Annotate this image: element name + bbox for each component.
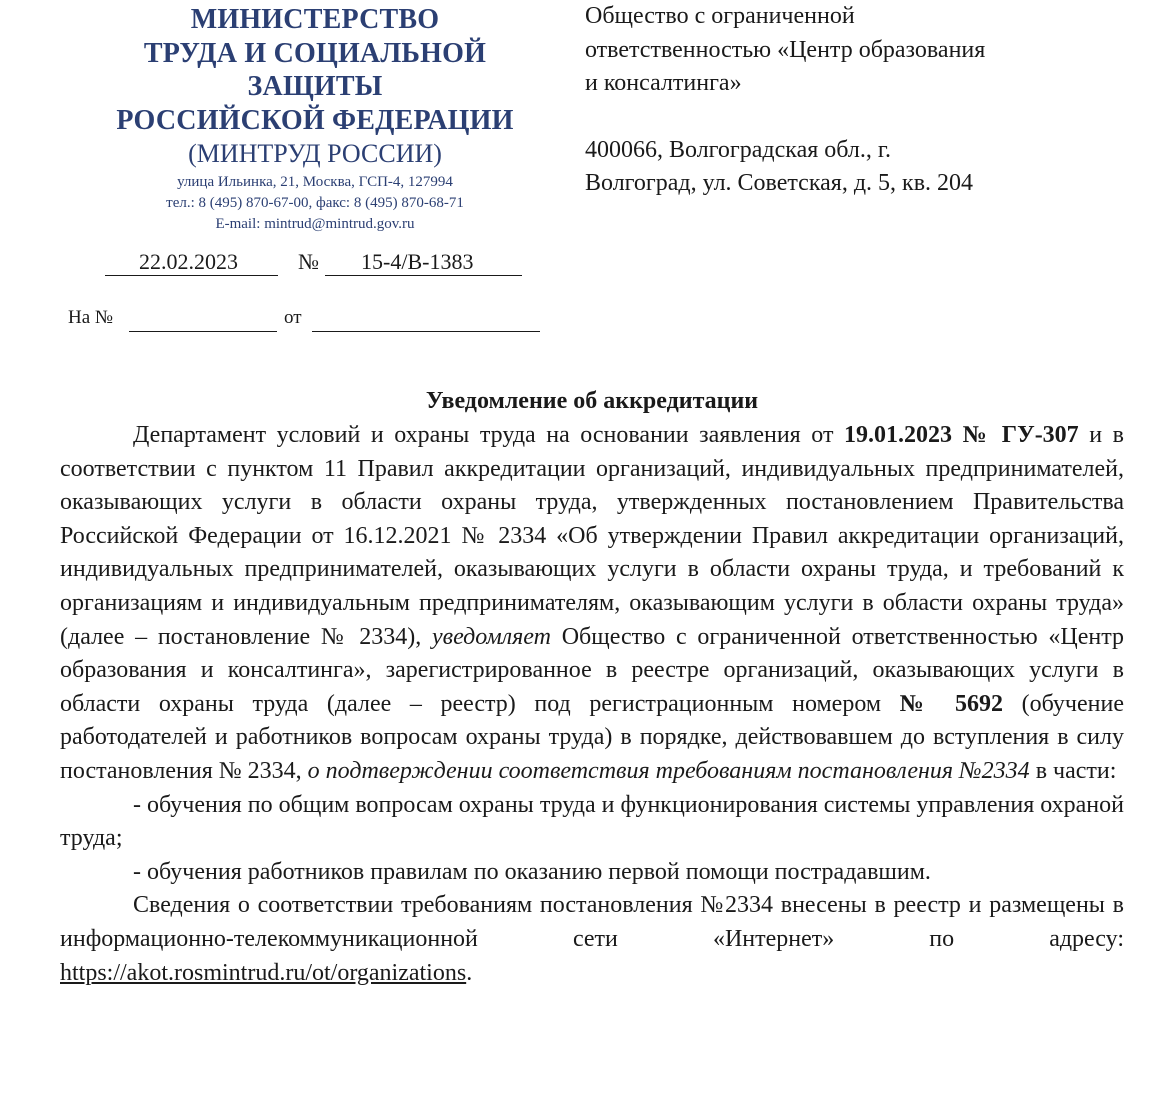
body-text-segment: Общество с ограниченной ответственностью «Центр образования и консалтинга», зарегистрированное в реестре организаций, оказывающих услуги в области охраны труда (далее – реестр) под регистрационным номером	[60, 623, 1124, 717]
body-emphasis: уведомляет	[432, 623, 551, 650]
reference-number-blank	[129, 331, 277, 332]
registry-number: № 5692	[899, 690, 1004, 717]
body-text-segment: в части:	[1029, 757, 1117, 784]
recipient-block	[585, 0, 1145, 201]
sender-address: улица Ильинка, 21, Москва, ГСП-4, 127994	[177, 174, 453, 190]
application-reference: 19.01.2023 № ГУ-307	[844, 422, 1079, 448]
registry-link[interactable]: https://akot.rosmintrud.ru/ot/organizations	[60, 959, 467, 986]
recipient-address-line: Волгоград, ул. Советская, д. 5, кв. 204	[585, 170, 974, 196]
body-emphasis: о подтверждении соответствия требованиям постановления №2334	[307, 757, 1030, 784]
registration-number: 15-4/В-1383	[361, 249, 474, 274]
registration-number-sign: №	[298, 249, 319, 274]
recipient-name-line: ответственностью «Центр образования	[585, 36, 986, 63]
document-body	[60, 419, 1124, 990]
registration-date: 22.02.2023	[139, 249, 238, 274]
body-list-item: - обучения по общим вопросам охраны труда и функционирования системы управления охраной труда;	[60, 791, 1124, 852]
document-title: Уведомление об аккредитации	[425, 388, 759, 414]
sender-email: E-mail: mintrud@mintrud.gov.ru	[215, 216, 415, 232]
ministry-short-name: (МИНТРУД РОССИИ)	[188, 139, 442, 168]
body-text-segment: .	[466, 959, 473, 986]
ministry-name-line: РОССИЙСКОЙ ФЕДЕРАЦИИ	[116, 104, 514, 136]
body-list-item: - обучения работников правилам по оказанию первой помощи пострадавшим.	[133, 858, 931, 885]
recipient-name-line: и консалтинга»	[585, 70, 742, 96]
recipient-address-line: 400066, Волгоградская обл., г.	[585, 136, 891, 163]
ministry-name-line: ТРУДА И СОЦИАЛЬНОЙ	[143, 37, 487, 69]
reference-label-from: от	[284, 307, 302, 328]
body-paragraph-main	[60, 419, 1124, 789]
ministry-name-line: МИНИСТЕРСТВО	[190, 4, 440, 35]
registration-line	[105, 248, 522, 278]
ministry-name	[60, 3, 570, 137]
body-text-segment: Департамент условий и охраны труда на основании заявления от	[133, 422, 844, 448]
sender-block	[60, 0, 570, 235]
recipient-name-line: Общество с ограниченной	[585, 3, 855, 29]
sender-phone-fax: тел.: 8 (495) 870-67-00, факс: 8 (495) 870-68-71	[166, 195, 464, 211]
body-text-segment: (обучение работодателей и работников вопросам охраны труда) в порядке, действовавшем до вступления в силу постановления № 2334,	[60, 690, 1124, 784]
number-underline	[325, 275, 522, 276]
body-text-segment: и в соответствии с пунктом 11 Правил аккредитации организаций, индивидуальных предпринимателей, оказывающих услуги в области охраны труда, утвержденных постановлением Правительства Российской Федерации от 16.12.2021 № 2334 «Об утверждении Правил аккредитации организаций, индивидуальных предпринимателей, оказывающих услуги в области охраны труда, и требований к организациям и индивидуальным предпринимателям, оказывающим услуги в области охраны труда» (далее – постановление № 2334),	[60, 422, 1124, 650]
body-paragraph-registry	[60, 889, 1124, 990]
sender-contacts	[60, 172, 570, 235]
reference-line	[68, 305, 548, 335]
recipient-address	[585, 134, 1145, 201]
ministry-name-line: ЗАЩИТЫ	[247, 71, 383, 102]
body-text-segment: Сведения о соответствии требованиям постановления №2334 внесены в реестр и размещены в информационно-телекоммуникационной сети «Интернет» по адресу:	[60, 892, 1124, 952]
date-underline	[105, 275, 278, 276]
reference-date-blank	[312, 331, 540, 332]
reference-label-no: На №	[68, 307, 114, 328]
